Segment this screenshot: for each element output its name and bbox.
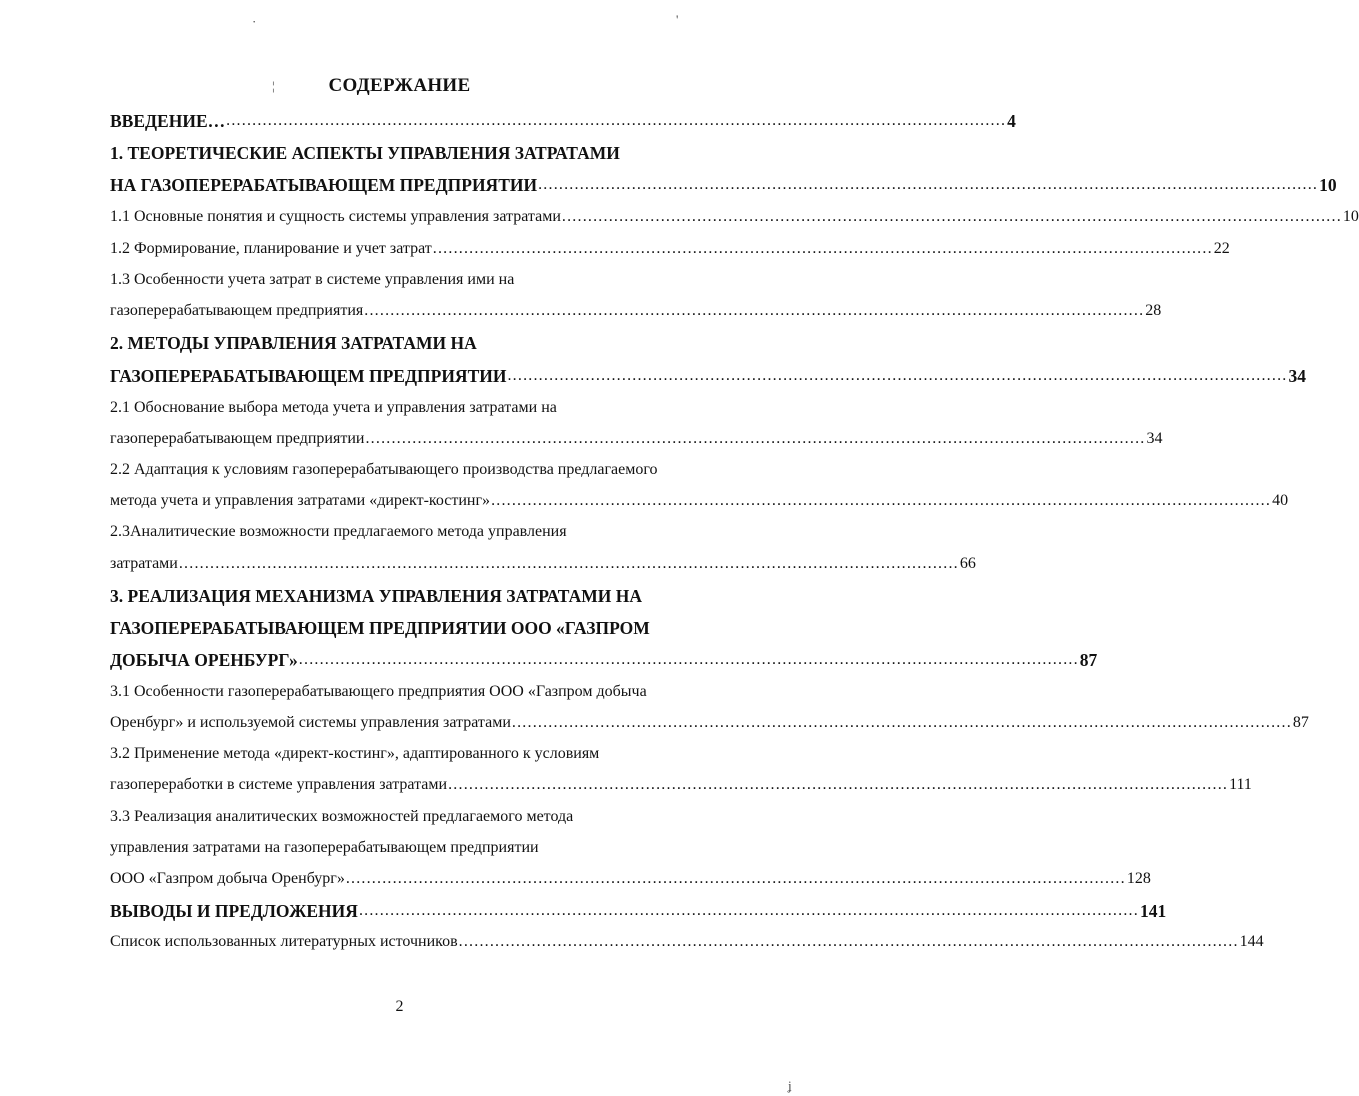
toc-entry-text: 3.2 Применение метода «директ-костинг», адаптированного к условиям [110, 745, 600, 762]
toc-entry-page: 4 [1007, 111, 1016, 131]
toc-entry [110, 835, 762, 859]
toc-entry-text: 2.2 Адаптация к условиям газоперерабатывающего производства предлагаемого [110, 461, 658, 478]
toc-entry-text: ГАЗОПЕРЕРАБАТЫВАЮЩЕМ ПРЕДПРИЯТИИ [110, 366, 507, 386]
toc-entry [110, 236, 1230, 260]
toc-entry [110, 330, 762, 354]
dot-leader: ...................................................................................................................................................... [226, 112, 1007, 129]
toc-entry-page: 87 [1079, 650, 1098, 670]
toc-entry [110, 804, 762, 828]
scan-mark: ʝ [788, 1078, 792, 1093]
dot-leader: ...................................................................................................................................................... [345, 870, 1126, 887]
toc-entry-page: 28 [1145, 302, 1162, 319]
toc-entry-text: Оренбург» и используемой системы управления затратами [110, 714, 511, 731]
toc-entry-text: 3. РЕАЛИЗАЦИЯ МЕХАНИЗМА УПРАВЛЕНИЯ ЗАТРАТАМИ НА [110, 586, 642, 606]
dot-leader: ...................................................................................................................................................... [364, 302, 1145, 319]
page-number: 2 [395, 998, 404, 1015]
toc-entry [110, 679, 762, 703]
toc-entry-page: 22 [1213, 240, 1230, 257]
toc-entry [110, 647, 1098, 671]
toc-entry [110, 108, 1016, 132]
toc-entry-text: затратами [110, 555, 178, 572]
toc-entry-text: 3.1 Особенности газоперерабатывающего предприятия ООО «Газпром добыча [110, 683, 647, 700]
toc-entry [110, 363, 1306, 387]
toc-entry-page: 111 [1229, 776, 1252, 793]
toc-entry [110, 298, 1162, 322]
toc-entry-text: газоперерабатывающем предприятии [110, 430, 365, 447]
scan-speck: ' [676, 12, 679, 27]
scan-speck: · [252, 14, 257, 29]
toc-entry-page: 10 [1342, 208, 1359, 225]
toc-entry-text: ДОБЫЧА ОРЕНБУРГ» [110, 650, 298, 670]
toc-entry-page: 144 [1239, 933, 1264, 950]
toc-entry-page: 128 [1126, 870, 1151, 887]
toc-entry-text: ГАЗОПЕРЕРАБАТЫВАЮЩЕМ ПРЕДПРИЯТИИ ООО «ГАЗПРОМ [110, 618, 650, 638]
dot-leader: ...................................................................................................................................................... [365, 430, 1146, 447]
toc-entry [110, 710, 1309, 734]
toc-entry [110, 898, 1167, 922]
toc-entry-page: 34 [1146, 430, 1163, 447]
dot-leader: ...................................................................................................................................................... [561, 208, 1342, 225]
toc-entry-text: Список использованных литературных источников [110, 933, 458, 950]
toc-entry [110, 488, 1289, 512]
toc-entry-text: газопереработки в системе управления затратами [110, 776, 448, 793]
toc-entry [110, 583, 762, 607]
toc-entry [110, 866, 1151, 890]
toc-entry [110, 457, 762, 481]
toc-entry-text: 1. ТЕОРЕТИЧЕСКИЕ АСПЕКТЫ УПРАВЛЕНИЯ ЗАТРАТАМИ [110, 143, 620, 163]
toc-entry [110, 267, 762, 291]
dot-leader: ...................................................................................................................................................... [511, 714, 1292, 731]
page-title: СОДЕРЖАНИЕ [328, 75, 471, 96]
toc-entry-page: 34 [1288, 366, 1306, 386]
toc-entry-text: 2. МЕТОДЫ УПРАВЛЕНИЯ ЗАТРАТАМИ НА [110, 333, 477, 353]
dot-leader: ...................................................................................................................................................... [298, 651, 1079, 668]
toc-entry [110, 551, 976, 575]
toc-entry-text: ООО «Газпром добыча Оренбург» [110, 870, 345, 887]
toc-entry-page: 141 [1139, 901, 1167, 921]
dot-leader: ...................................................................................................................................................... [538, 176, 1319, 193]
dot-leader: ...................................................................................................................................................... [432, 240, 1213, 257]
dot-leader: ...................................................................................................................................................... [178, 555, 959, 572]
toc-entry-text: НА ГАЗОПЕРЕРАБАТЫВАЮЩЕМ ПРЕДПРИЯТИИ [110, 175, 538, 195]
toc-entry-text: газоперерабатывающем предприятия [110, 302, 364, 319]
toc-entry-text: 1.3 Особенности учета затрат в системе управления ими на [110, 271, 515, 288]
dot-leader: ...................................................................................................................................................... [448, 776, 1229, 793]
dot-leader: ...................................................................................................................................................... [458, 933, 1239, 950]
toc-entry-page: 10 [1319, 175, 1337, 195]
dot-leader: ...................................................................................................................................................... [491, 492, 1272, 509]
dot-leader: ...................................................................................................................................................... [507, 367, 1288, 384]
toc-entry-text: ВВЕДЕНИЕ… [110, 111, 226, 131]
toc-entry-text: 1.2 Формирование, планирование и учет затрат [110, 240, 432, 257]
toc-entry-page: 40 [1272, 492, 1289, 509]
toc-entry [110, 772, 1252, 796]
toc-entry-text: 2.1 Обоснование выбора метода учета и управления затратами на [110, 399, 557, 416]
toc-entry [110, 204, 1359, 228]
toc-entry-text: 2.3Аналитические возможности предлагаемого метода управления [110, 523, 567, 540]
toc-entry [110, 741, 762, 765]
toc-entry [110, 172, 1337, 196]
toc-entry-text: метода учета и управления затратами «директ-костинг» [110, 492, 491, 509]
toc-entry-page: 66 [959, 555, 976, 572]
toc-entry-text: 1.1 Основные понятия и сущность системы управления затратами [110, 208, 561, 225]
toc-entry [110, 615, 762, 639]
toc-entry-text: ВЫВОДЫ И ПРЕДЛОЖЕНИЯ [110, 901, 358, 921]
scan-mark: ¦ [272, 78, 275, 93]
toc-entry [110, 426, 1163, 450]
toc-entry [110, 395, 762, 419]
toc-entry-text: 3.3 Реализация аналитических возможностей предлагаемого метода [110, 808, 574, 825]
toc-entry-text: управления затратами на газоперерабатывающем предприятии [110, 839, 539, 856]
dot-leader: ...................................................................................................................................................... [358, 902, 1139, 919]
toc-entry [110, 140, 762, 164]
toc-entry [110, 929, 1264, 953]
toc-entry-page: 87 [1292, 714, 1309, 731]
toc-entry [110, 519, 762, 543]
